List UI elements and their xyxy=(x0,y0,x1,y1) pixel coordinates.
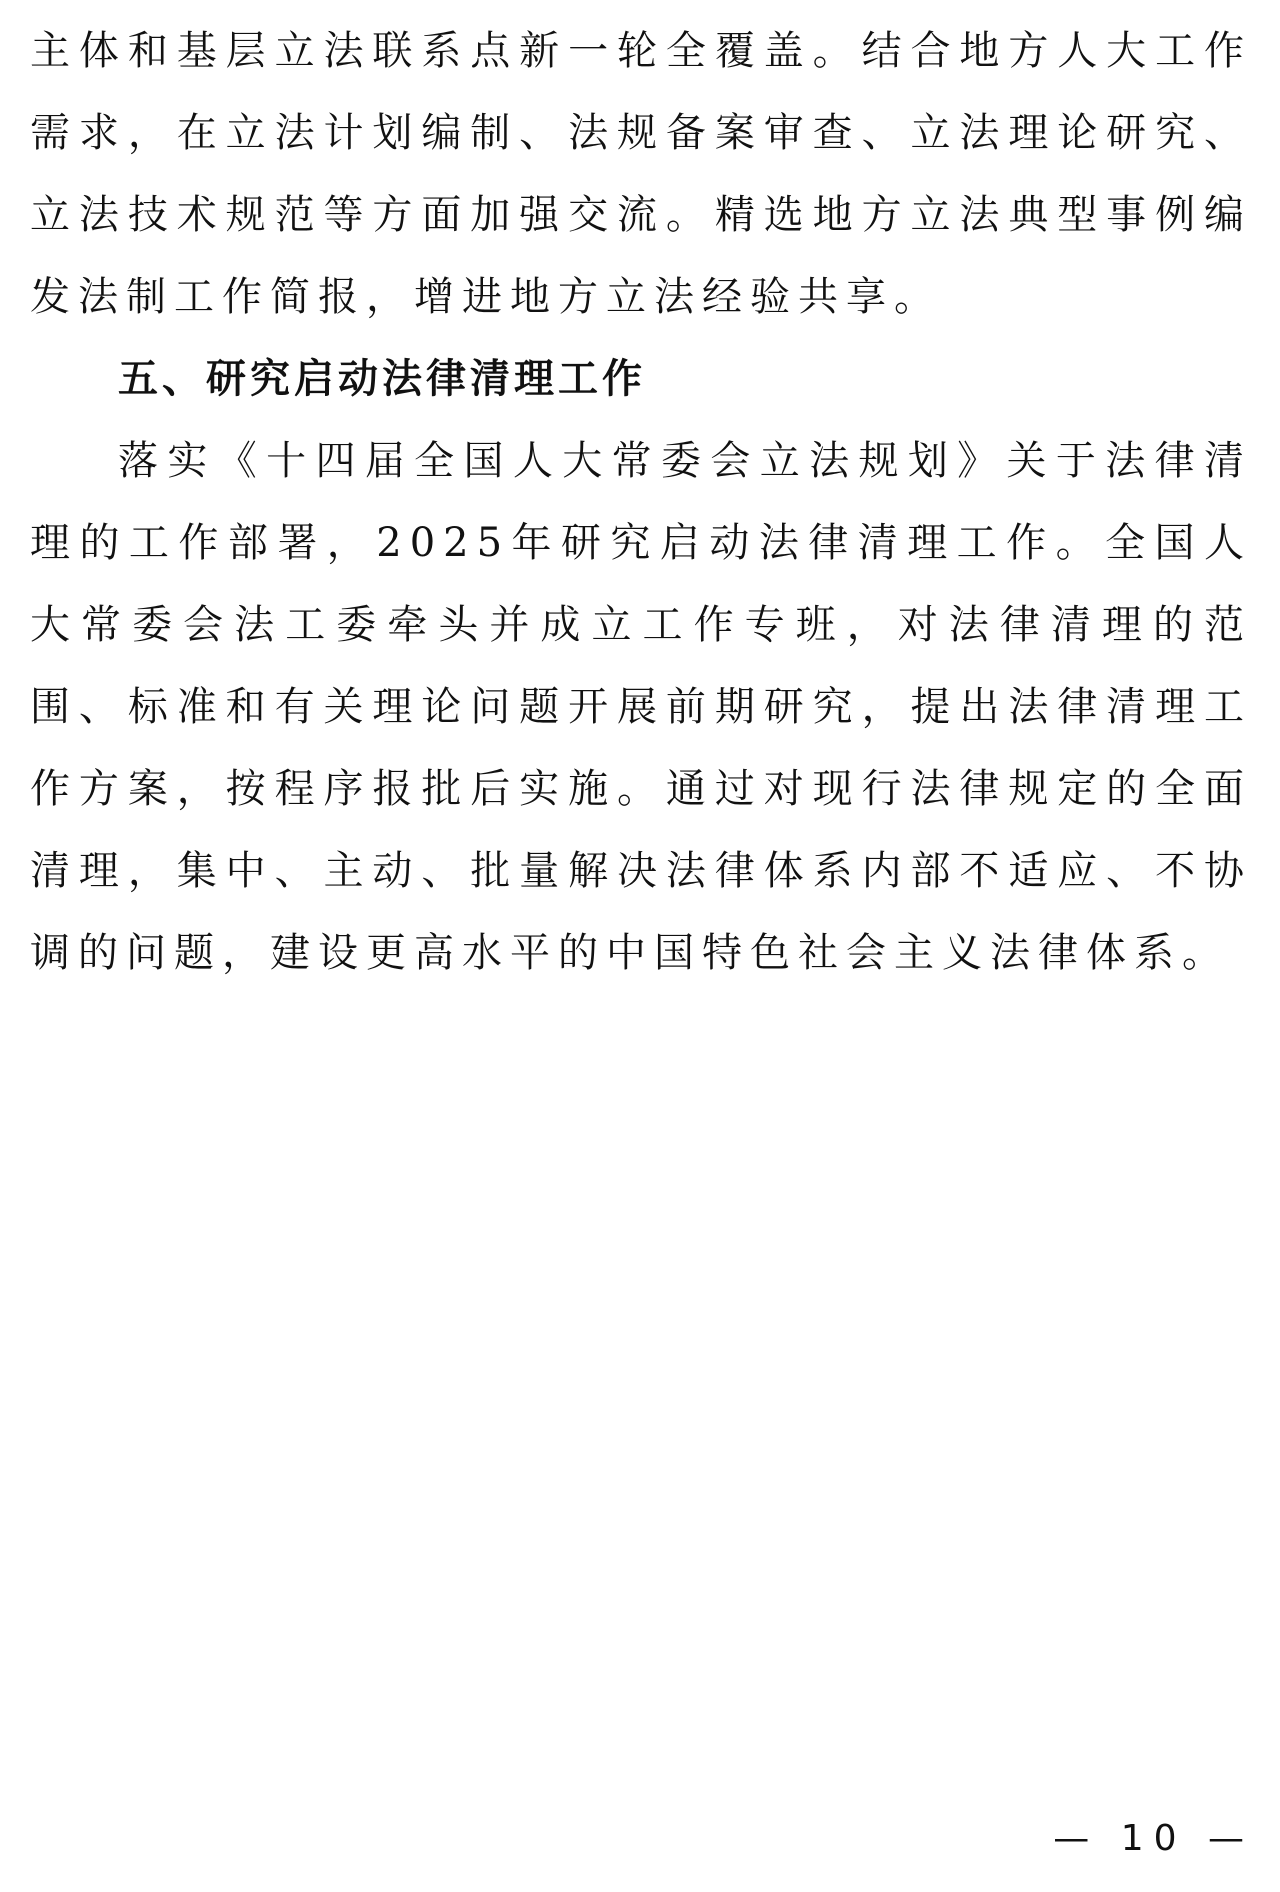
body-paragraph-continued: 主体和基层立法联系点新一轮全覆盖。结合地方人大工作需求，在立法计划编制、法规备案审查、立法理论研究、立法技术规范等方面加强交流。精选地方立法典型事例编发法制工作简报，增进地方立法经验共享。 xyxy=(30,28,1252,320)
body-paragraph-legal-cleanup: 落实《十四届全国人大常委会立法规划》关于法律清理的工作部署，2025年研究启动法律清理工作。全国人大常委会法工委牵头并成立工作专班，对法律清理的范围、标准和有关理论问题开展前期研究，提出法律清理工作方案，按程序报批后实施。通过对现行法律规定的全面清理，集中、主动、批量解决法律体系内部不适应、不协调的问题，建设更高水平的中国特色社会主义法律体系。 xyxy=(30,438,1252,976)
section-heading: 五、研究启动法律清理工作 xyxy=(118,356,646,402)
page-number: — 10 — xyxy=(1053,1818,1254,1859)
